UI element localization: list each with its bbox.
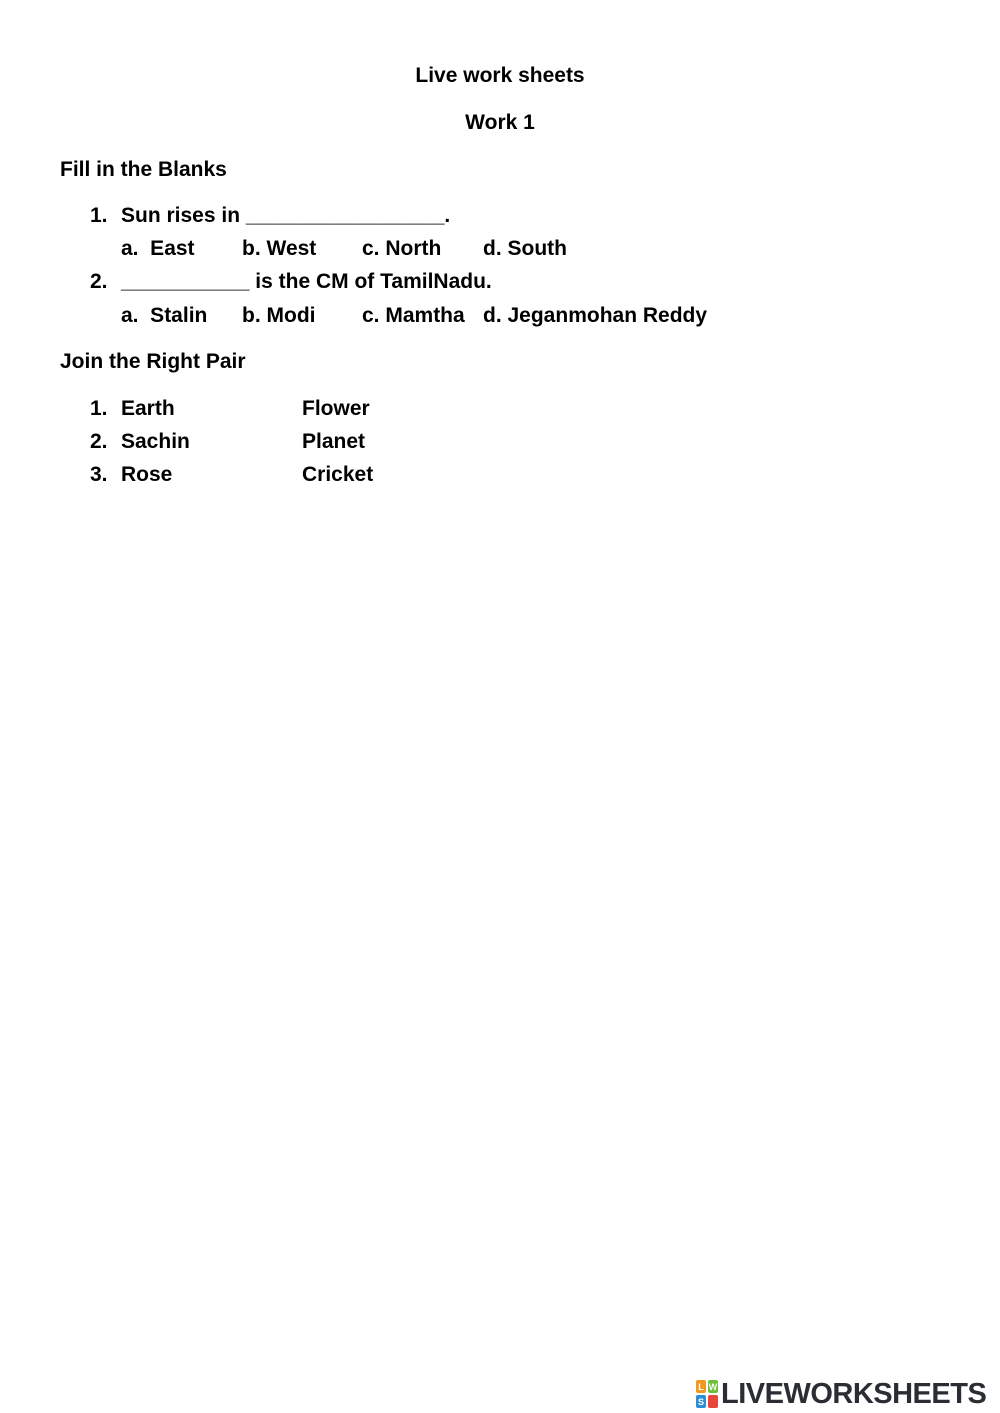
question-text: ___________ is the CM of TamilNadu. xyxy=(121,270,492,293)
svg-text:L: L xyxy=(698,1382,704,1392)
liveworksheets-logo xyxy=(696,1377,986,1411)
answer-option: a. Stalin xyxy=(121,304,208,327)
fill-blanks-heading: Fill in the Blanks xyxy=(60,158,227,181)
svg-text:W: W xyxy=(708,1382,718,1392)
pair-right-item: Planet xyxy=(302,430,366,453)
pair-number: 1. xyxy=(90,397,108,420)
question-number: 2. xyxy=(90,270,108,293)
pair-right-item: Cricket xyxy=(302,463,374,486)
pair-left-item: Earth xyxy=(121,397,175,420)
pair-left-item: Sachin xyxy=(121,430,190,453)
pair-right-item: Flower xyxy=(302,397,370,420)
page-title: Live work sheets xyxy=(415,64,585,87)
page-subtitle: Work 1 xyxy=(465,111,535,134)
answer-option: d. South xyxy=(483,237,567,260)
svg-text:S: S xyxy=(697,1397,705,1407)
liveworksheets-mark-icon xyxy=(696,1380,718,1408)
answer-option: d. Jeganmohan Reddy xyxy=(483,304,708,327)
pair-number: 3. xyxy=(90,463,108,486)
question-text: Sun rises in _________________. xyxy=(121,204,451,227)
answer-option: c. North xyxy=(362,237,442,260)
match-pairs-heading: Join the Right Pair xyxy=(60,350,246,373)
answer-option: c. Mamtha xyxy=(362,304,465,327)
pair-left-item: Rose xyxy=(121,463,173,486)
pair-number: 2. xyxy=(90,430,108,453)
answer-option: a. East xyxy=(121,237,195,260)
liveworksheets-wordmark: LIVEWORKSHEETS xyxy=(721,1378,987,1410)
answer-option: b. Modi xyxy=(242,304,316,327)
answer-option: b. West xyxy=(242,237,317,260)
question-number: 1. xyxy=(90,204,108,227)
